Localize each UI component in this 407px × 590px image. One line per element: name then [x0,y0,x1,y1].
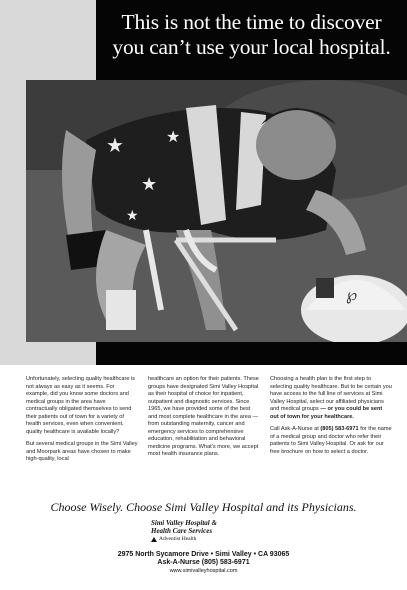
svg-text:★: ★ [126,208,139,224]
col3-paragraph-2 [270,426,392,456]
cyclist-photo [26,80,407,342]
col2-paragraph-1: healthcare an option for their patients. These groups have designated Simi Valley Hospital as their hospital of choice for inpatient, outpatient and diagnostic services. Since 1965, we have provided some of the best and most complete healthcare in the area — from outstanding maternity, cancer and emergency services to comprehensive education, rehabilitation and behavioral medicine programs. What’s more, we accept most health insurance plans. [148,376,259,457]
headline-line-2: you can’t use your local hospital. [112,35,391,59]
body-column-2 [148,376,260,464]
headline [96,10,407,60]
under-photo-grey [26,342,96,365]
cyclist-illustration [26,80,407,342]
side-grey-strip [0,80,26,365]
col3-p1-text: Choosing a health plan is the first step to selecting quality healthcare. But to be certain you have access to the full line of services at Simi Valley Hospital, select our affiliated physicians and medical groups [270,376,392,412]
logo-line-3-text: Adventist Health [159,536,197,542]
col3-p2-text-a: Call Ask-A-Nurse at [270,426,319,432]
headline-band [96,0,407,80]
headline-line-1: This is not the time to discover [121,10,382,34]
svg-text:★: ★ [166,127,181,146]
website-url: www.simivalleyhospital.com [169,568,238,574]
logo-line-1: Simi Valley Hospital & [151,519,217,527]
logo-line-3 [151,536,271,542]
photo-bottom-band [96,342,407,365]
body-copy [26,376,396,486]
logo-line-2: Health Care Services [151,527,213,535]
svg-text:★: ★ [106,133,124,157]
body-column-1 [26,376,138,469]
tagline: Choose Wisely. Choose Simi Valley Hospital and its Physicians. [50,500,357,514]
col3-p2-text-b: for the name of a medical group and doctor who refer their patients to Simi Valley Hospital. Or ask for our free brochure on how to select a doctor. [270,426,392,455]
svg-text:★: ★ [141,174,158,195]
address: 2975 North Sycamore Drive • Simi Valley • CA 93065 [117,551,290,558]
body-column-3 [270,376,392,461]
col1-paragraph-1: Unfortunately, selecting quality healthcare is not always as easy as it seems. For example, did you know some doctors and medical groups in the area have contractually obligated themselves to send their patients out of town for a variety of health services, even when convenient, quality healthcare is available locally? [26,376,136,435]
col1-paragraph-2: But several medical groups in the Simi Valley and Moorpark areas have chosen to make high-quality, local [26,441,138,462]
phone: Ask-A-Nurse (805) 583-6971 [157,559,250,566]
hospital-logo [151,519,271,542]
col3-p1-bold: — or you could be sent out of town for your healthcare. [270,406,383,420]
adventist-triangle-icon [151,537,157,542]
col3-paragraph-1 [270,376,392,421]
col3-p2-phone: (805) 583-6971 [320,426,359,432]
svg-text:℘: ℘ [346,285,358,304]
